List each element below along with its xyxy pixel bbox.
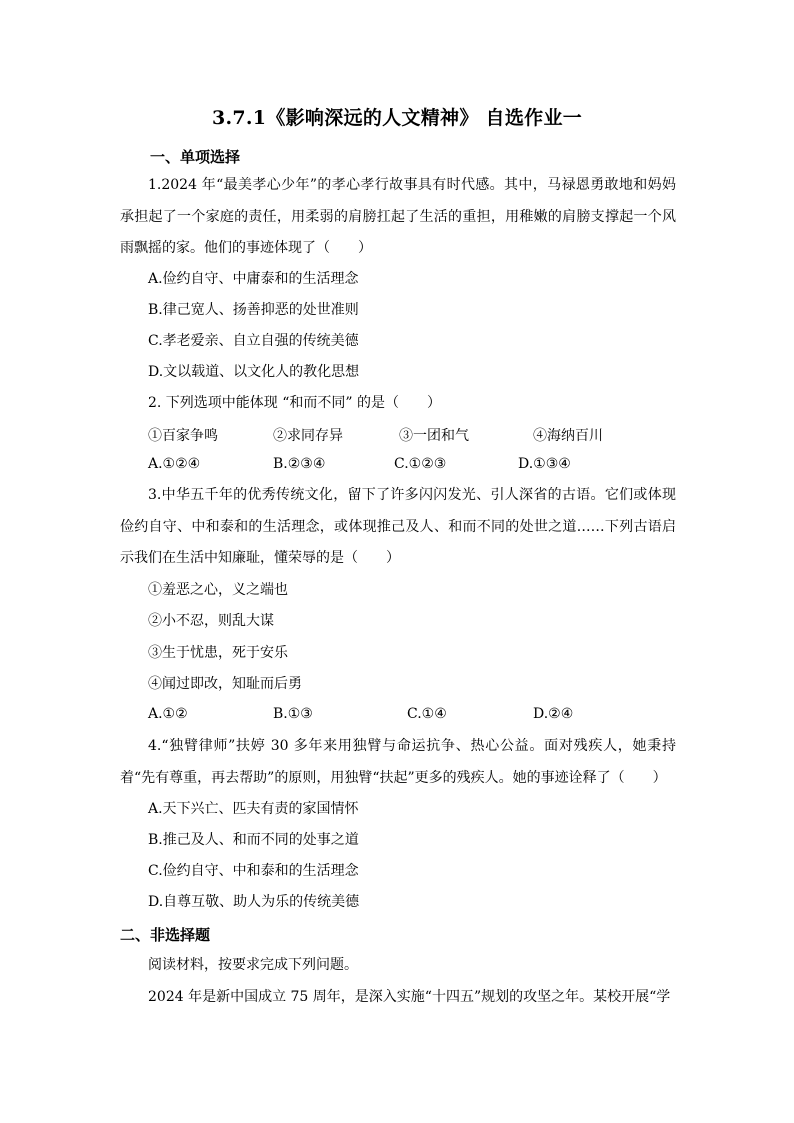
question-2-stem: 2. 下列选项中能体现 “和而不同” 的是（ ） <box>148 395 442 411</box>
question-2-item-2: ②求同存异 <box>273 428 343 444</box>
question-3-stem: 3.中华五千年的优秀传统文化，留下了许多闪闪发光、引人深省的古语。它们或体现俭约自守、中和泰和的生活理念，或体现推己及人、和而不同的处世之道……下列古语启示我们在生活中知廉耻，懂荣辱的是（ ） <box>120 487 676 566</box>
question-3-option-c: C.①④ <box>407 706 447 722</box>
document-title: 3.7.1《影响深远的人文精神》 自选作业一 <box>211 107 583 129</box>
question-2-option-a: A.①②④ <box>148 456 201 472</box>
question-4-option-c: C.俭约自守、中和泰和的生活理念 <box>148 863 359 879</box>
question-3-item-1: ①羞恶之心，义之端也 <box>148 582 288 598</box>
question-1-stem: 1.2024 年“最美孝心少年”的孝心孝行故事具有时代感。其中，马禄恩勇敢地和妈妈承担起了一个家庭的责任，用柔弱的肩膀扛起了生活的重担，用稚嫩的肩膀支撑起一个风雨飘摇的家。他们的事迹体现了（ ） <box>120 177 676 256</box>
section-heading-non-choice: 二、非选择题 <box>120 926 211 944</box>
part2-intro: 阅读材料，按要求完成下列问题。 <box>148 957 358 973</box>
section-heading-single-choice: 一、单项选择 <box>150 148 241 166</box>
question-3-item-2: ②小不忍，则乱大谋 <box>148 613 274 629</box>
question-2-option-d: D.①③④ <box>518 456 571 472</box>
question-2-option-b: B.②③④ <box>273 456 326 472</box>
question-3-option-d: D.②④ <box>533 706 574 722</box>
question-2-item-1: ①百家争鸣 <box>148 428 218 444</box>
question-1-option-b: B.律己宽人、扬善抑恶的处世准则 <box>148 302 359 318</box>
question-3-option-a: A.①② <box>148 706 188 722</box>
question-4-option-a: A.天下兴亡、匹夫有责的家国情怀 <box>148 801 359 817</box>
question-3-option-b: B.①③ <box>273 706 313 722</box>
question-1-option-c: C.孝老爱亲、自立自强的传统美德 <box>148 333 359 349</box>
question-4-option-b: B.推己及人、和而不同的处事之道 <box>148 832 359 848</box>
question-2-option-c: C.①②③ <box>394 456 447 472</box>
question-4-stem: 4.“独臂律师”扶婷 30 多年来用独臂与命运抗争、热心公益。面对残疾人，她秉持着“先有尊重，再去帮助”的原则，用独臂“扶起”更多的残疾人。她的事迹诠释了（ ） <box>120 738 676 786</box>
question-1-option-d: D.文以载道、以文化人的教化思想 <box>148 364 360 380</box>
question-3-item-3: ③生于忧患，死于安乐 <box>148 645 288 661</box>
question-2-item-3: ③一团和气 <box>399 428 469 444</box>
question-2-item-4: ④海纳百川 <box>533 428 603 444</box>
question-4-option-d: D.自尊互敬、助人为乐的传统美德 <box>148 894 360 910</box>
question-1-option-a: A.俭约自守、中庸泰和的生活理念 <box>148 271 359 287</box>
part2-material: 2024 年是新中国成立 75 周年，是深入实施“十四五”规划的攻坚之年。某校开展“学 <box>148 989 671 1005</box>
question-3-item-4: ④闻过即改，知耻而后勇 <box>148 676 302 692</box>
